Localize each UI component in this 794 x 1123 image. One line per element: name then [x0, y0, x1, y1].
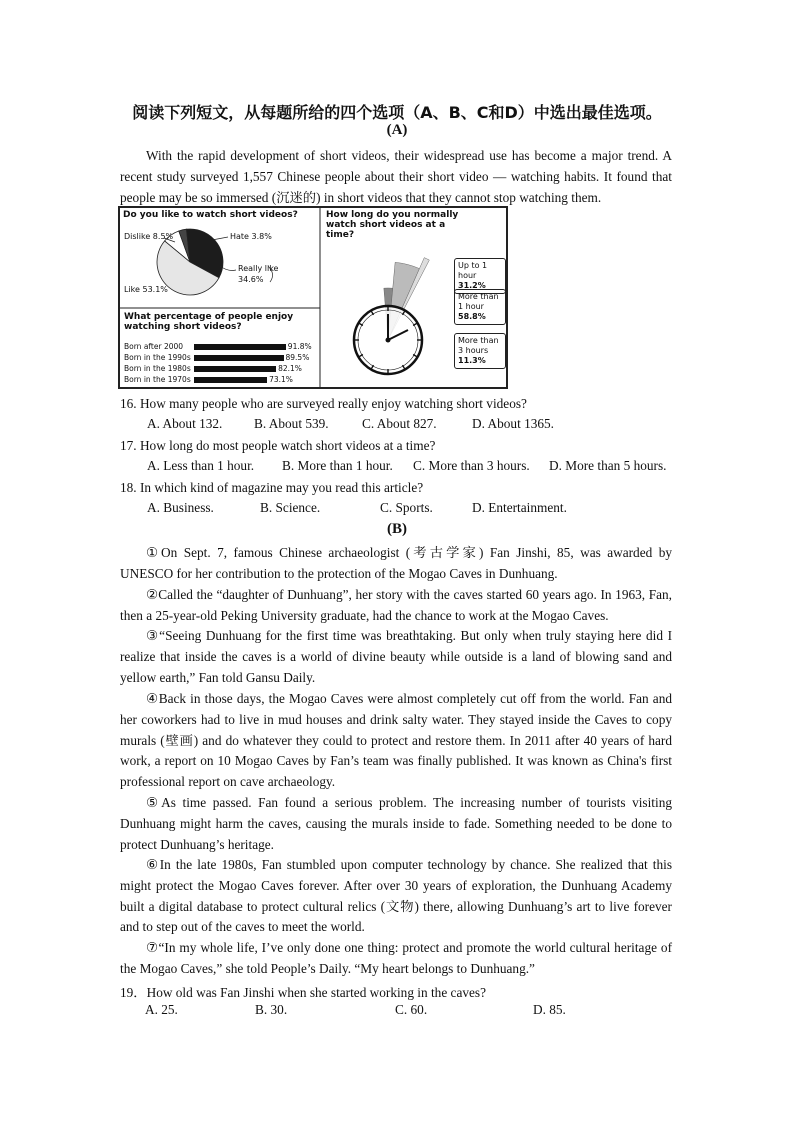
section-b-paragraph: ⑥In the late 1980s, Fan stumbled upon computer technology by chance. She realized that this might protect the Mogao Caves forever. After over 30 years of exploration, the Dunhuang Academy built a digital database to protect cultural relics (文物) there, allowing Dunhuang’s art to live forever and to step out of the caves to meet the world.: [120, 857, 672, 935]
bar-title: What percentage of people enjoy watching short videos?: [124, 312, 294, 332]
section-b-paragraph: ①On Sept. 7, famous Chinese archaeologist (考古学家) Fan Jinshi, 85, was awarded by UNESCO for her contribution to the protection of the Mogao Caves in Dunhuang.: [120, 545, 672, 581]
time-legend-value: 58.8%: [458, 312, 486, 321]
question-16: 16. How many people who are surveyed really enjoy watching short videos?: [120, 396, 527, 411]
option[interactable]: B. 30.: [255, 1002, 288, 1017]
survey-figure: [118, 206, 508, 389]
option[interactable]: D. More than 5 hours.: [549, 458, 667, 473]
question-16-options: [147, 416, 687, 436]
bar-value-label: 82.1%: [278, 364, 302, 373]
question-19: 19．How old was Fan Jinshi when she started working in the caves?: [120, 985, 486, 1000]
time-legend-box: [454, 333, 506, 369]
section-b-label: (B): [387, 521, 407, 537]
bar: [194, 344, 286, 350]
bar: [194, 355, 284, 361]
leader-line: [212, 237, 228, 240]
section-b-paragraph: ②Called the “daughter of Dunhuang”, her story with the caves started 60 years ago. In 1963, Fan, then a 25-year-old Peking University graduate, had the chance to work at the Mogao Caves.: [120, 587, 672, 623]
pie-label-like: Like 53.1%: [124, 285, 168, 294]
option[interactable]: C. About 827.: [362, 416, 437, 431]
section-b-paragraph: ⑤As time passed. Fan found a serious problem. The increasing number of tourists visiting Dunhuang might harm the caves, causing the murals inside to fade. Something needed to be done to protect Dunhuang’s heritage.: [120, 795, 672, 852]
option[interactable]: C. 60.: [395, 1002, 428, 1017]
bar-label: Born after 2000: [124, 342, 184, 351]
bar-value-label: 91.8%: [287, 342, 312, 351]
option[interactable]: D. 85.: [533, 1002, 566, 1017]
time-legend-label: 3 hours: [458, 346, 489, 355]
section-a-paragraph: With the rapid development of short videos, their widespread use has become a major trend. A recent study surveyed 1,557 Chinese people about their short video — watching habits. It found that people may be so immersed (沉迷的) in short videos that they cannot stop watching them.: [120, 148, 672, 205]
option[interactable]: B. Science.: [260, 500, 321, 515]
question-17: 17. How long do most people watch short videos at a time?: [120, 438, 436, 453]
bar-value-label: 73.1%: [269, 375, 293, 384]
option[interactable]: A. About 132.: [147, 416, 223, 431]
question-18: 18. In which kind of magazine may you read this article?: [120, 480, 424, 495]
time-legend-label: 1 hour: [458, 302, 484, 311]
time-legend-box: [454, 289, 506, 325]
instruction: 阅读下列短文，从每题所给的四个选项（A、B、C和D）中选出最佳选项。: [132, 103, 662, 122]
question-18-options: [147, 500, 687, 520]
clock-icon: [354, 258, 429, 374]
option[interactable]: B. About 539.: [254, 416, 329, 431]
section-b-paragraph: ⑦“In my whole life, I’ve only done one thing: protect and promote the world cultural heritage of the Mogao Caves,” she told People’s Daily. “My heart belongs to Dunhuang.”: [120, 940, 672, 976]
option[interactable]: A. 25.: [145, 1002, 178, 1017]
time-legend-value: 11.3%: [458, 356, 486, 365]
bar: [194, 377, 267, 383]
bar-row: [124, 364, 324, 374]
option[interactable]: D. Entertainment.: [472, 500, 567, 515]
bar-row: [124, 353, 324, 363]
section-a-label: (A): [386, 122, 408, 138]
bar-label: Born in the 1980s: [124, 364, 191, 373]
pie-label-dislike: Dislike 8.5%: [124, 232, 174, 241]
bar-label: Born in the 1970s: [124, 375, 191, 384]
time-title: How long do you normally watch short videos at a time?: [326, 210, 459, 240]
pie-label-really-like-pct: 34.6%: [238, 275, 264, 284]
bar-row: [124, 342, 324, 352]
option[interactable]: D. About 1365.: [472, 416, 555, 431]
section-b-paragraph: ④Back in those days, the Mogao Caves were almost completely cut off from the world. Fan and her coworkers had to live in mud houses and drink salty water. They stayed inside the Caves to copy murals (壁画) and do whatever they could to protect and restore them. In 2011 after 40 years of hard work, a report on 10 Mogao Caves by Fan’s team was finally published. It was known as China's first professional report on cave archaeology.: [120, 691, 672, 790]
option[interactable]: C. More than 3 hours.: [413, 458, 530, 473]
bar-value-label: 89.5%: [285, 353, 310, 362]
bar-row: [124, 375, 324, 385]
bar-label: Born in the 1990s: [124, 353, 191, 362]
option[interactable]: B. More than 1 hour.: [282, 458, 393, 473]
time-legend-label: More than: [458, 336, 499, 345]
question-17-options: [147, 458, 687, 478]
pie-title: Do you like to watch short videos?: [123, 210, 298, 220]
pie-label-hate: Hate 3.8%: [230, 232, 272, 241]
clock-center: [386, 338, 391, 343]
option[interactable]: A. Business.: [147, 500, 214, 515]
question-19-options: [147, 1002, 687, 1022]
bar: [194, 366, 276, 372]
time-legend-label: More than: [458, 292, 499, 301]
option[interactable]: C. Sports.: [380, 500, 433, 515]
time-legend-label: Up to 1 hour: [458, 261, 488, 280]
pie-label-really-like: Really like: [238, 264, 279, 273]
time-legend-value: 31.2%: [458, 281, 486, 290]
option[interactable]: A. Less than 1 hour.: [147, 458, 255, 473]
section-b-paragraph: ③“Seeing Dunhuang for the first time was breathtaking. But only when truly staying here did I realize that inside the caves is a world of divine beauty while outside is a land of blowing sand and yellow earth,” Fan told Gansu Daily.: [120, 628, 672, 685]
